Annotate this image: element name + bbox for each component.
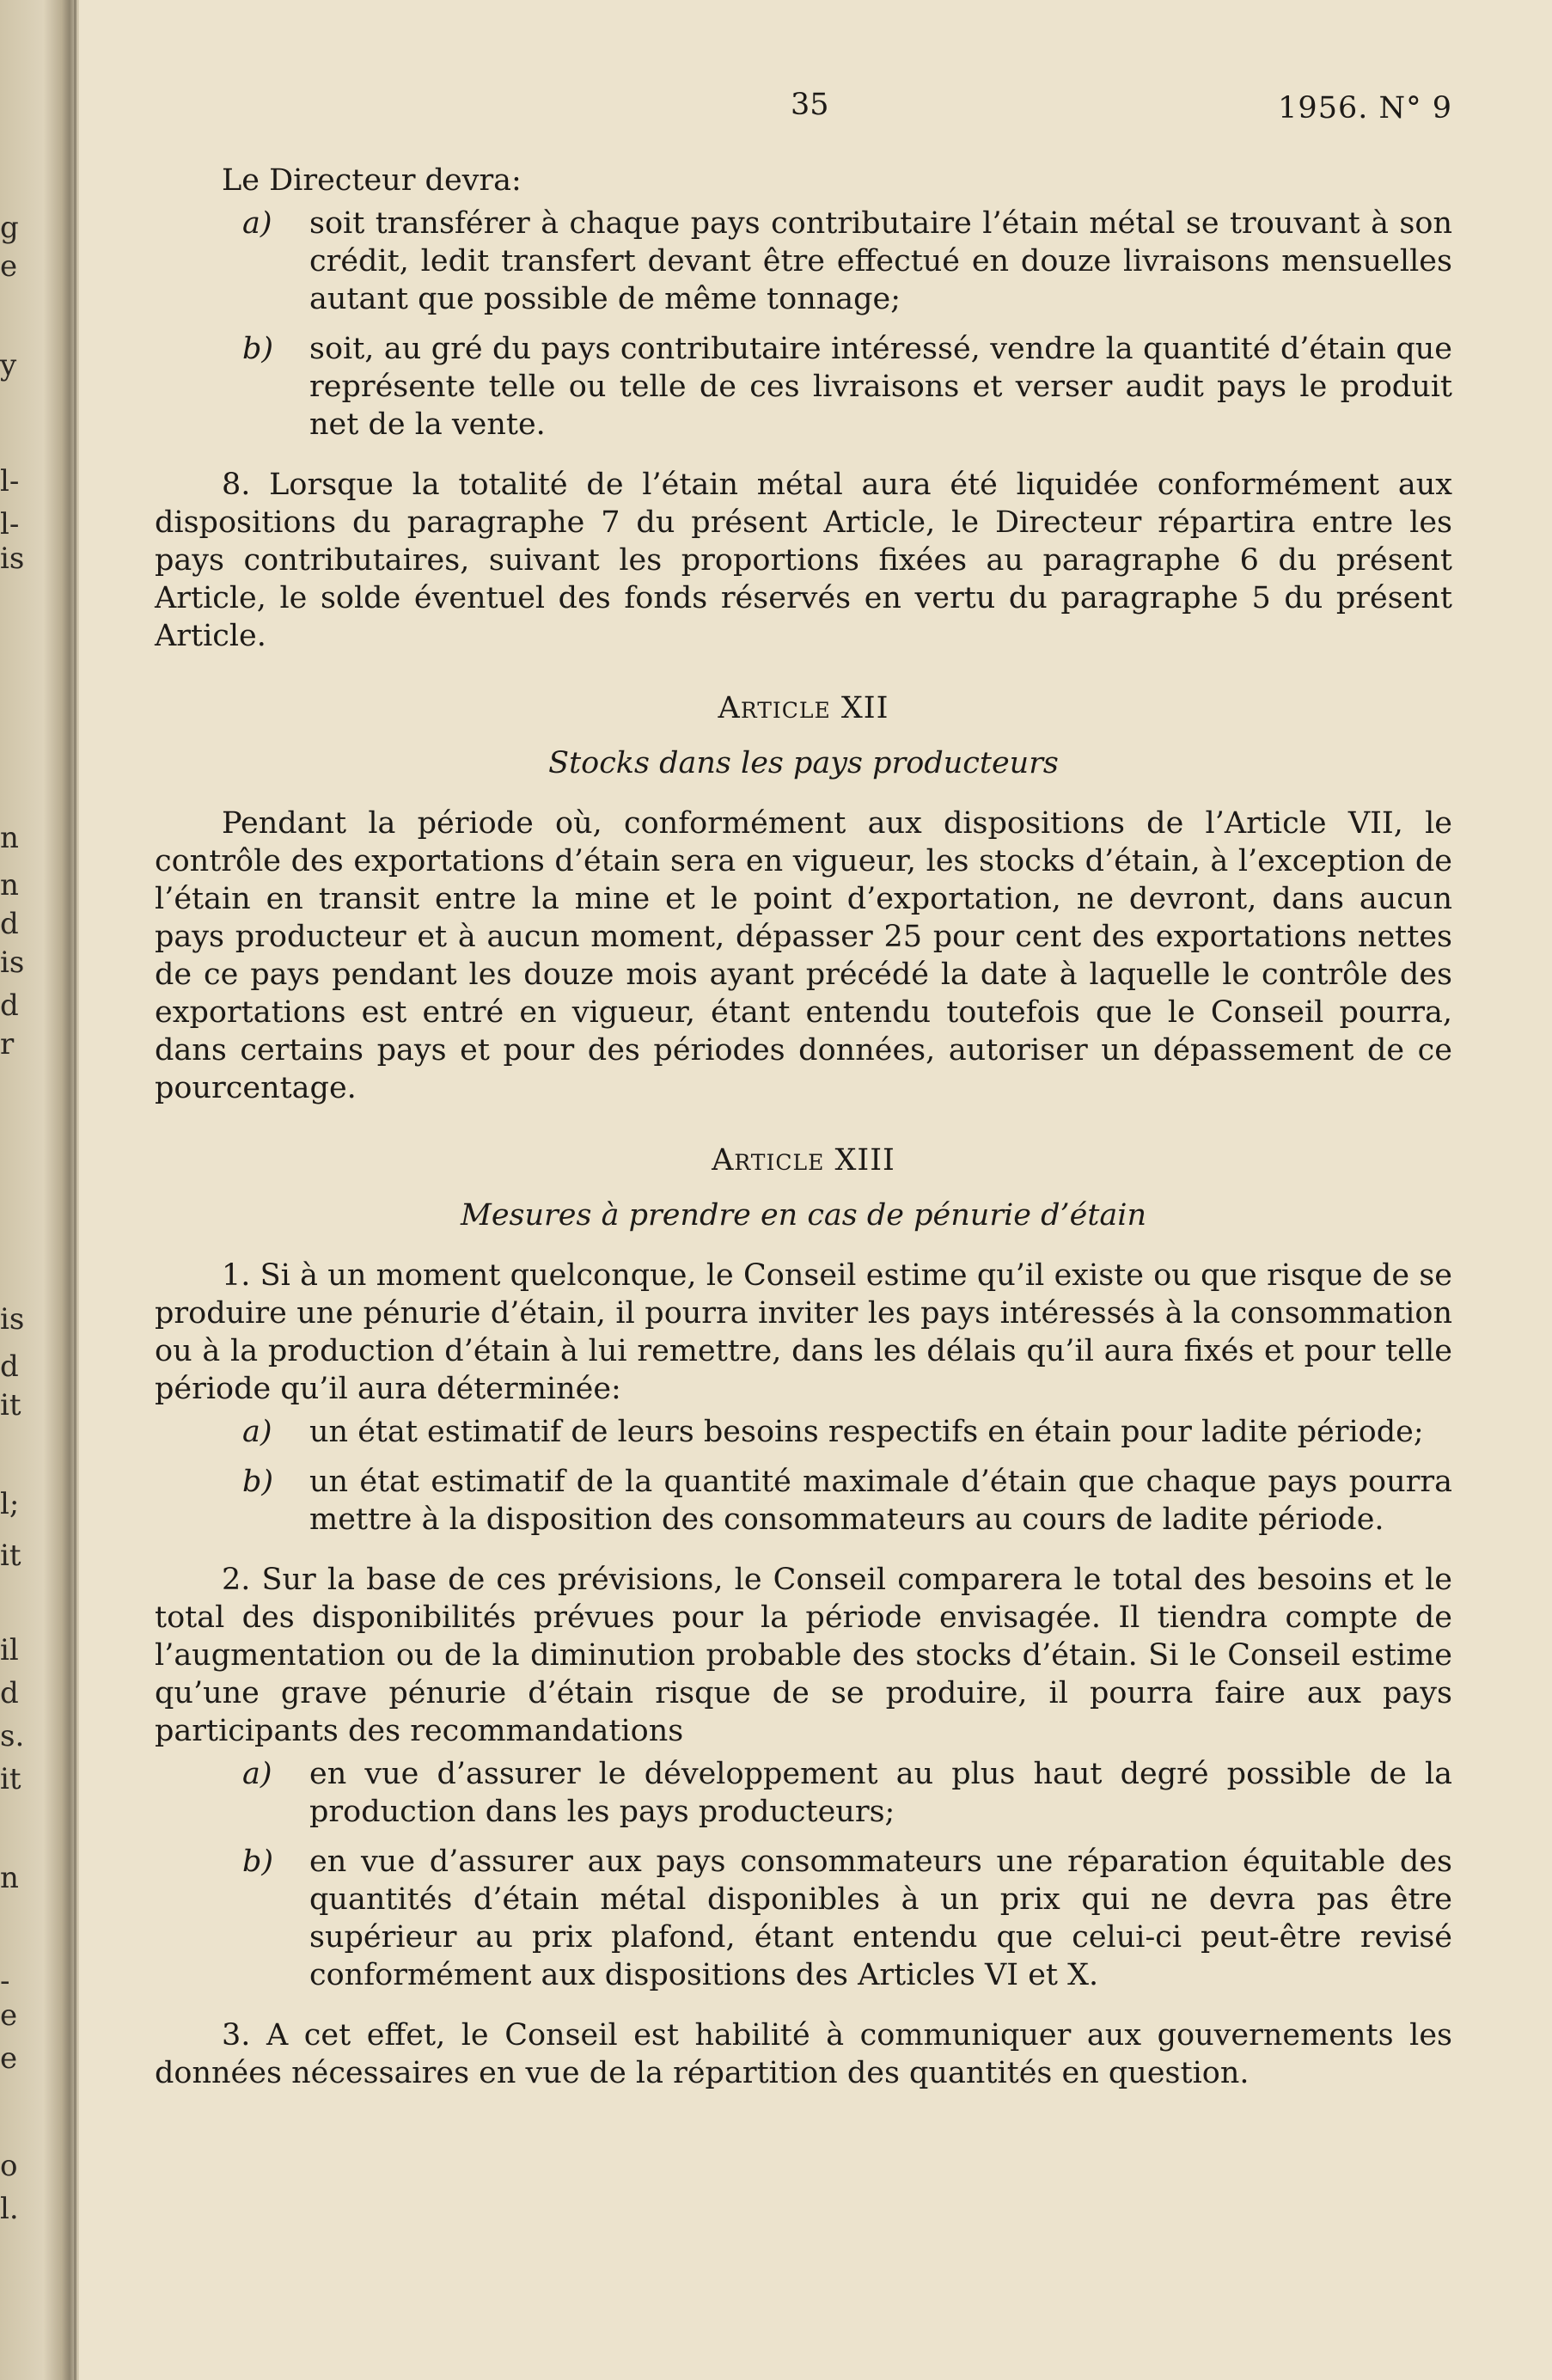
- bleed-fragment: l.: [0, 2192, 19, 2226]
- bleed-fragment: is: [0, 541, 25, 576]
- page-number: 35: [791, 88, 829, 122]
- bleed-fragment: it: [0, 1388, 21, 1422]
- list-item: [155, 1463, 1452, 1539]
- item-label: b): [242, 332, 274, 366]
- item-label: a): [242, 206, 272, 241]
- bleed-fragment: is: [0, 1302, 25, 1337]
- item-label: b): [242, 1465, 274, 1499]
- item-text: en vue d’assurer aux pays consommateurs une réparation équitable des quantités d’étain métal disponibles à un prix qui ne devra pas être supérieur au prix plafond, étant entendu que celui-ci peut-être revisé conformément aux dispositions des Articles VI et X.: [309, 1845, 1452, 1992]
- list-item: [155, 205, 1452, 318]
- article-xiii-subtitle: Mesures à prendre en cas de pénurie d’étain: [461, 1198, 1146, 1233]
- bleed-fragment: l-: [0, 464, 20, 499]
- bleed-fragment: e: [0, 1998, 18, 2033]
- paragraph-8: 8. Lorsque la totalité de l’étain métal aura été liquidée conformément aux dispositions du paragraphe 7 du présent Article, le Directeur répartira entre les pays contributaires, suivant les proportions fixées au paragraphe 6 du présent Article, le solde éventuel des fonds réservés en vertu du paragraphe 5 du présent Article.: [155, 468, 1452, 653]
- document-page: [155, 86, 1452, 2092]
- bleed-fragment: d: [0, 1349, 19, 1384]
- item-text: un état estimatif de leurs besoins respectifs en étain pour ladite période;: [309, 1415, 1424, 1449]
- bleed-fragment: n: [0, 821, 19, 855]
- bleed-fragment: d: [0, 907, 19, 941]
- list-item: [155, 1413, 1452, 1451]
- item-text: en vue d’assurer le développement au plus haut degré possible de la production dans les pays producteurs;: [309, 1757, 1452, 1829]
- bleed-fragment: is: [0, 945, 25, 980]
- bleed-fragment: il: [0, 1633, 19, 1667]
- article-xii-title: Article XII: [718, 691, 889, 725]
- bleed-fragment: d: [0, 1676, 19, 1710]
- item-label: a): [242, 1415, 272, 1449]
- bleed-fragment: n: [0, 868, 19, 902]
- bleed-fragment: r: [0, 1027, 15, 1062]
- intro-line: Le Directeur devra:: [222, 163, 522, 198]
- bleed-fragment: y: [0, 348, 17, 382]
- bleed-fragment: it: [0, 1539, 21, 1573]
- item-text: soit transférer à chaque pays contributaire l’étain métal se trouvant à son crédit, ledit transfert devant être effectué en douze livraisons mensuelles autant que possible de même tonnage;: [309, 206, 1452, 316]
- list-item: [155, 1755, 1452, 1831]
- bleed-fragment: n: [0, 1861, 19, 1895]
- article-xii-text: Pendant la période où, conformément aux dispositions de l’Article VII, le contrôle des exportations d’étain sera en vigueur, les stocks d’étain, à l’exception de l’étain en transit entre la mine et le point d’exportation, ne devront, dans aucun pays producteur et à aucun moment, dépasser 25 pour cent des exportations nettes de ce pays pendant les douze mois ayant précédé la date à laquelle le contrôle des exportations est entré en vigueur, étant entendu toutefois que le Conseil pourra, dans certains pays et pour des périodes données, autoriser un dépassement de ce pourcentage.: [155, 806, 1452, 1105]
- bleed-fragment: s.: [0, 1719, 25, 1753]
- list-item: [155, 1843, 1452, 1994]
- bleed-fragment: l-: [0, 507, 20, 541]
- gutter-fold-line: [74, 0, 76, 2380]
- item-label: b): [242, 1845, 274, 1879]
- article-xiii-title: Article XIII: [712, 1143, 895, 1178]
- article-xii-subtitle: Stocks dans les pays producteurs: [548, 746, 1059, 780]
- bleed-fragment: e: [0, 2041, 18, 2076]
- list-item: [155, 330, 1452, 444]
- year-issue: 1956. N° 9: [1278, 91, 1452, 125]
- item-text: un état estimatif de la quantité maximale d’étain que chaque pays pourra mettre à la disposition des consommateurs au cours de ladite période.: [309, 1465, 1452, 1537]
- bleed-fragment: it: [0, 1762, 21, 1796]
- article-xiii-paragraph-3: 3. A cet effet, le Conseil est habilité à communiquer aux gouvernements les données nécessaires en vue de la répartition des quantités en question.: [155, 2018, 1452, 2090]
- bleed-fragment: l;: [0, 1487, 20, 1521]
- item-label: a): [242, 1757, 272, 1791]
- page-header: [155, 86, 1452, 138]
- bleed-fragment: e: [0, 249, 18, 284]
- bleed-fragment: -: [0, 1964, 10, 1998]
- item-text: soit, au gré du pays contributaire intéressé, vendre la quantité d’étain que représente telle ou telle de ces livraisons et verser audit pays le produit net de la vente.: [309, 332, 1452, 442]
- bleed-fragment: d: [0, 988, 19, 1023]
- bleed-fragment: o: [0, 2149, 18, 2183]
- article-xiii-paragraph-2: 2. Sur la base de ces prévisions, le Conseil comparera le total des besoins et le total des disponibilités prévues pour la période envisagée. Il tiendra compte de l’augmentation ou de la diminution probable des stocks d’étain. Si le Conseil estime qu’une grave pénurie d’étain risque de se produire, il pourra faire aux pays participants des recommandations: [155, 1563, 1452, 1748]
- bleed-fragment: g: [0, 211, 19, 245]
- article-xiii-paragraph-1: 1. Si à un moment quelconque, le Conseil estime qu’il existe ou que risque de se produire une pénurie d’étain, il pourra inviter les pays intéressés à la consommation ou à la production d’étain à lui remettre, dans les délais qu’il aura fixés et pour telle période qu’il aura déterminée:: [155, 1258, 1452, 1406]
